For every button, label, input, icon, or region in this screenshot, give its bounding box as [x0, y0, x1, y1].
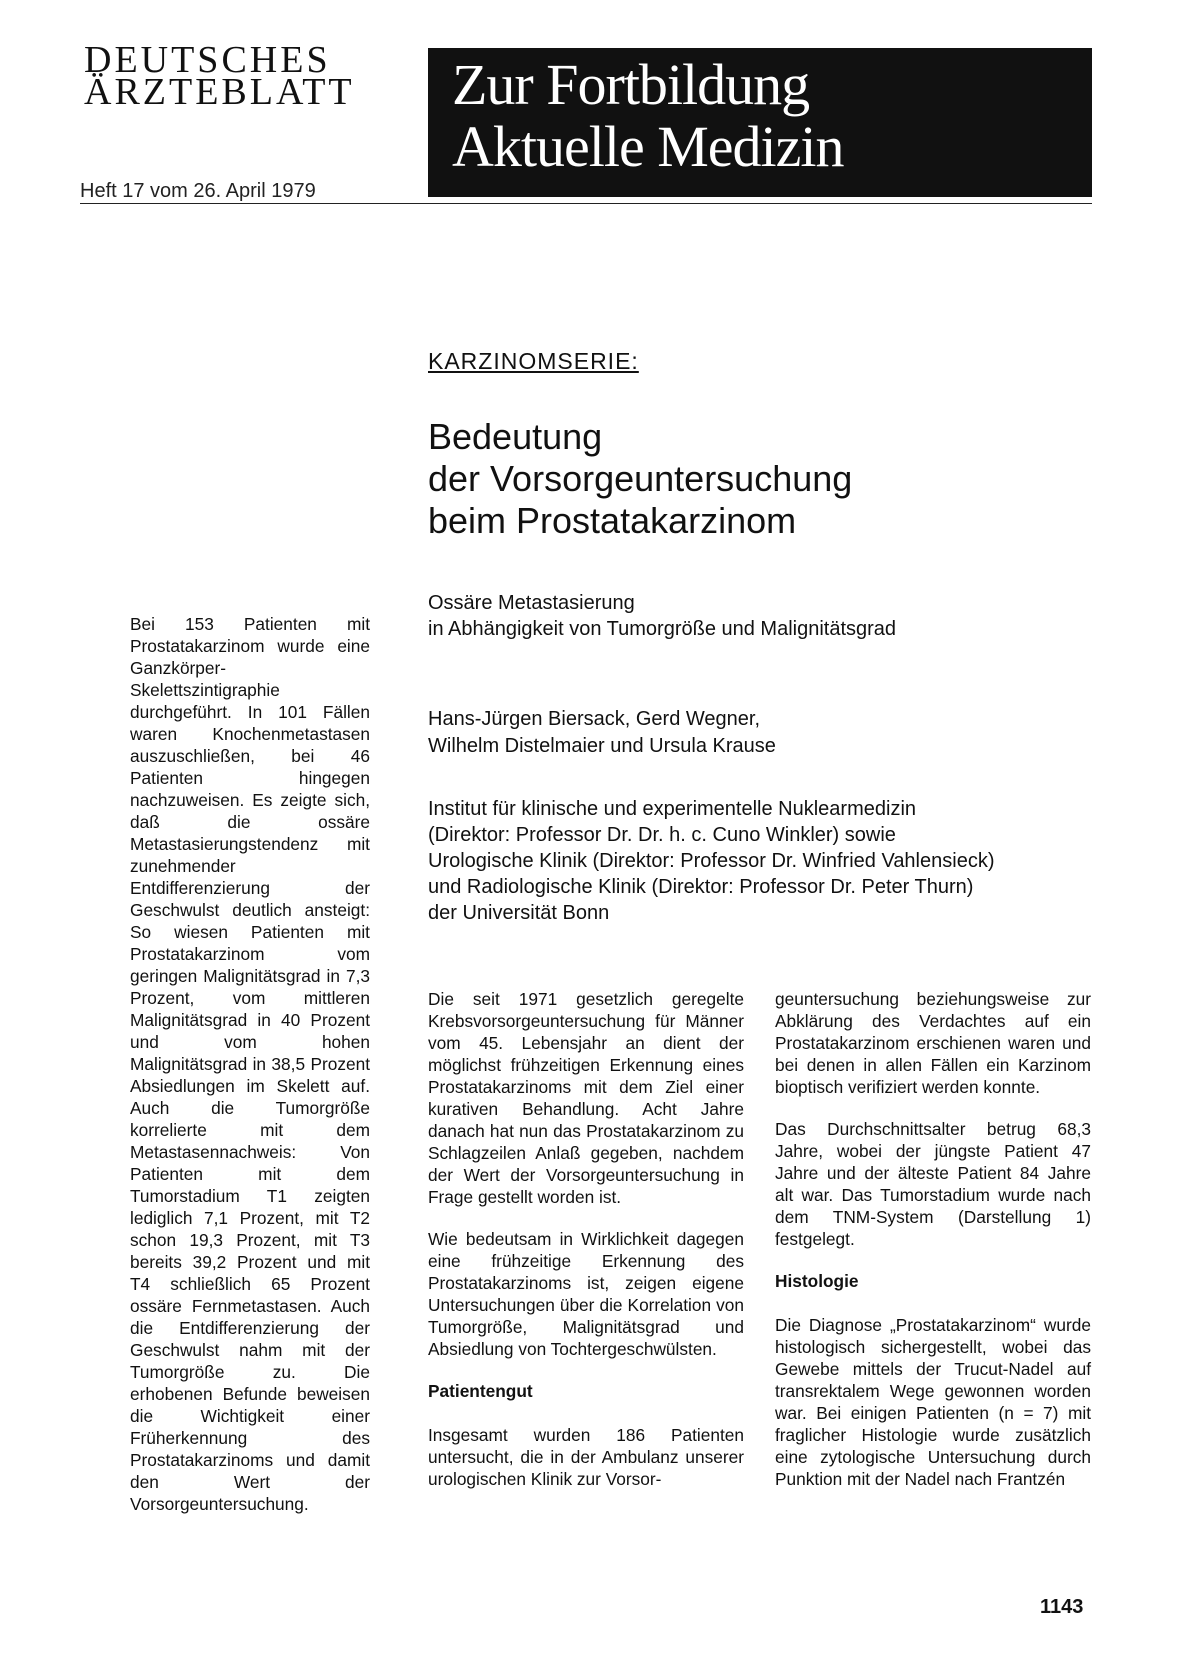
article-subtitle: [428, 590, 1088, 642]
body-paragraph: Insgesamt wurden 186 Patienten untersucht, die in der Ambulanz unserer urologischen Klinik zur Vorsor-: [428, 1425, 744, 1489]
institution-line: der Universität Bonn: [428, 902, 610, 924]
section-heading-patientengut: Patientengut: [428, 1381, 533, 1401]
title-line: der Vorsorgeuntersuchung: [428, 458, 853, 499]
banner-line1: Zur Fortbildung: [452, 52, 810, 117]
abstract: [130, 613, 370, 1535]
institution-line: Urologische Klinik (Direktor: Professor Dr. Winfried Vahlensieck): [428, 850, 995, 872]
body-paragraph: Die seit 1971 gesetzlich geregelte Krebsvorsorgeuntersuchung für Männer vom 45. Lebensjahr an dient der möglichst frühzeitigen Erkennung eines Prostatakarzinoms mit dem Ziel einer kurativen Behandlung. Acht Jahre danach hat nun das Prostatakarzinom zu Schlagzeilen Anlaß gegeben, nachdem der Wert der Vorsorgeuntersuchung in Frage gestellt worden ist.: [428, 989, 744, 1207]
header-rule: [80, 203, 1092, 204]
page-number: 1143: [1040, 1596, 1084, 1618]
body-paragraph: Wie bedeutsam in Wirklichkeit dagegen eine frühzeitige Erkennung des Prostatakarzinoms ist, zeigen eigene Untersuchungen über die Korrelation von Tumorgröße, Malignitätsgrad und Absiedlung von Tochtergeschwülsten.: [428, 1229, 744, 1359]
body-column-right: [775, 988, 1091, 1510]
issue-line: Heft 17 vom 26. April 1979: [80, 180, 316, 202]
institution-line: und Radiologische Klinik (Direktor: Professor Dr. Peter Thurn): [428, 876, 974, 898]
journal-name: [84, 39, 414, 113]
body-paragraph: Die Diagnose „Prostatakarzinom“ wurde histologisch sichergestellt, wobei das Gewebe mittels der Trucut-Nadel auf transrektalem Wege gewonnen worden war. Bei einigen Patienten (n = 7) mit fraglicher Histologie wurde zusätzlich eine zytologische Untersuchung durch Punktion mit der Nadel nach Frantzén: [775, 1315, 1091, 1489]
article-title: [428, 416, 1088, 542]
journal-name-line1: DEUTSCHES: [84, 39, 331, 81]
banner-line2: Aktuelle Medizin: [452, 114, 844, 179]
title-line: Bedeutung: [428, 416, 603, 457]
institution-line: Institut für klinische und experimentelle Nuklearmedizin: [428, 798, 917, 820]
body-paragraph: geuntersuchung beziehungsweise zur Abklärung des Verdachtes auf ein Prostatakarzinom erschienen waren und bei denen in allen Fällen ein Karzinom bioptisch verifiziert werden konnte.: [775, 989, 1091, 1097]
series-label: KARZINOMSERIE:: [428, 348, 639, 374]
author-list: [428, 706, 1088, 760]
subtitle-line: Ossäre Metastasierung: [428, 592, 635, 614]
body-paragraph: Das Durchschnittsalter betrug 68,3 Jahre, wobei der jüngste Patient 47 Jahre und der älteste Patient 84 Jahre alt war. Das Tumorstadium wurde nach dem TNM-System (Darstellung 1) festgelegt.: [775, 1119, 1091, 1249]
body-column-middle: [428, 988, 744, 1510]
section-banner: [428, 48, 1092, 197]
institution-line: (Direktor: Professor Dr. Dr. h. c. Cuno Winkler) sowie: [428, 824, 896, 846]
title-line: beim Prostatakarzinom: [428, 500, 797, 541]
author-line: Hans-Jürgen Biersack, Gerd Wegner,: [428, 708, 761, 730]
institution-block: [428, 796, 1108, 926]
journal-name-line2: ÄRZTEBLATT: [84, 71, 355, 113]
section-heading-histologie: Histologie: [775, 1271, 859, 1291]
author-line: Wilhelm Distelmaier und Ursula Krause: [428, 735, 776, 757]
subtitle-line: in Abhängigkeit von Tumorgröße und Malignitätsgrad: [428, 618, 897, 640]
abstract-text: Bei 153 Patienten mit Prostatakarzinom wurde eine Ganzkörper-Skelettszintigraphie durchgeführt. In 101 Fällen waren Knochenmetastasen auszuschließen, bei 46 Patienten hingegen nachzuweisen. Es zeigte sich, daß die ossäre Metastasierungstendenz mit zunehmender Entdifferenzierung der Geschwulst deutlich ansteigt: So wiesen Patienten mit Prostatakarzinom vom geringen Malignitätsgrad in 7,3 Prozent, vom mittleren Malignitätsgrad in 40 Prozent und vom hohen Malignitätsgrad in 38,5 Prozent Absiedlungen im Skelett auf. Auch die Tumorgröße korrelierte mit dem Metastasennachweis: Von Patienten mit dem Tumorstadium T1 zeigten lediglich 7,1 Prozent, mit T2 schon 19,3 Prozent, mit T3 bereits 39,2 Prozent und mit T4 schließlich 65 Prozent ossäre Fernmetastasen. Auch die Entdifferenzierung der Geschwulst nahm mit der Tumorgröße zu. Die erhobenen Befunde beweisen die Wichtigkeit einer Früherkennung des Prostatakarzinoms und damit den Wert der Vorsorgeuntersuchung.: [130, 614, 370, 1514]
